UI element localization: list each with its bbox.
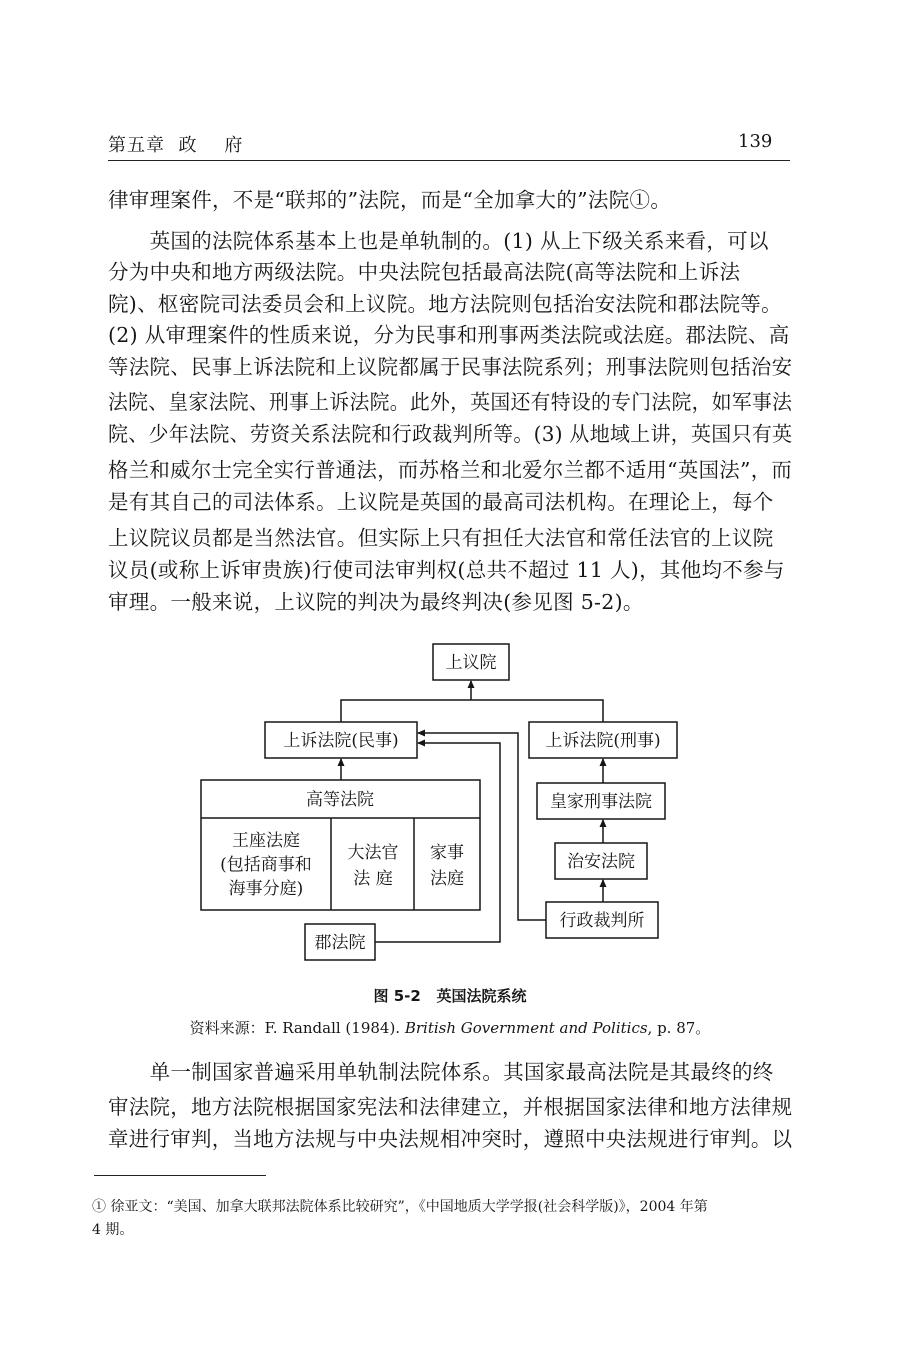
chancery-label: 法 庭 [353,869,393,889]
chapter-heading: 第五章 政 府 [108,135,244,156]
kings-bench-label: (包括商事和 [220,855,312,875]
text-line: 上议院议员都是当然法官。但实际上只有担任大法官和常任法官的上议院 [108,526,774,550]
family-court-label: 家事 [430,843,464,863]
page-number: 139 [738,131,773,152]
chancery-label: 大法官 [347,843,399,863]
kings-bench-label: 王座法庭 [232,831,300,851]
figure-caption: 图 5-2 英国法院系统 [373,987,527,1005]
text-line: 等法院、民事上诉法院和上议院都属于民事法院系列；刑事法院则包括治安 [108,355,793,379]
criminal-appeal-label: 上诉法院(刑事) [545,731,661,751]
magistrates-court-label: 治安法院 [567,852,635,872]
footnote-line: 4 期。 [92,1222,134,1238]
text-line: 法院、皇家法院、刑事上诉法院。此外，英国还有特设的专门法院，如军事法 [108,390,793,414]
text-line: 审理。一般来说，上议院的判决为最终判决(参见图 5-2)。 [108,590,644,614]
crown-court-label: 皇家刑事法院 [550,792,652,812]
text-line: 单一制国家普遍采用单轨制法院体系。其国家最高法院是其最终的终 [108,1060,774,1084]
house-of-lords-label: 上议院 [445,653,497,673]
text-line: 审法院，地方法院根据国家宪法和法律建立，并根据国家法律和地方法律规 [108,1095,793,1119]
arrow-tribunals-to-civil [418,733,546,920]
kings-bench-label: 海事分庭) [228,879,304,899]
text-line: 格兰和威尔士完全实行普通法，而苏格兰和北爱尔兰都不适用“英国法”，而 [108,458,793,482]
footnote-line: ① 徐亚文：“美国、加拿大联邦法院体系比较研究”，《中国地质大学学报(社会科学版)》，2004 年第 [92,1199,708,1215]
figure-source [0,1017,900,1038]
text-line: 章进行审判，当地方法规与中央法规相冲突时，遵照中央法规进行审判。以 [108,1127,793,1151]
high-court-label: 高等法院 [306,790,374,810]
county-court-label: 郡法院 [314,933,366,953]
text-line: 律审理案件，不是“联邦的”法院，而是“全加拿大的”法院①。 [108,188,672,212]
text-line: 英国的法院体系基本上也是单轨制的。(1) 从上下级关系来看，可以 [108,229,769,253]
source-prefix: 资料来源：F. Randall (1984). [189,1019,405,1037]
civil-appeal-label: 上诉法院(民事) [283,731,399,751]
source-suffix: , p. 87。 [647,1019,711,1037]
footnote-rule [94,1175,266,1176]
text-line: 院、少年法院、劳资关系法院和行政裁判所等。(3) 从地域上讲，英国只有英 [108,422,793,446]
tribunals-label: 行政裁判所 [559,911,645,931]
text-line: 分为中央和地方两级法院。中央法院包括最高法院(高等法院和上诉法 [108,260,741,284]
text-line: 是有其自己的司法体系。上议院是英国的最高司法机构。在理论上，每个 [108,490,774,514]
text-line: 议员(或称上诉审贵族)行使司法审判权(总共不超过 11 人)，其他均不参与 [108,558,785,582]
text-line: 院)、枢密院司法委员会和上议院。地方法院则包括治安法院和郡法院等。 [108,292,782,316]
family-court-label: 法庭 [430,869,464,889]
appeal-connector [341,700,603,722]
source-title: British Government and Politics [404,1019,648,1037]
text-line: (2) 从审理案件的性质来说，分为民事和刑事两类法院或法庭。郡法院、高 [108,323,790,347]
